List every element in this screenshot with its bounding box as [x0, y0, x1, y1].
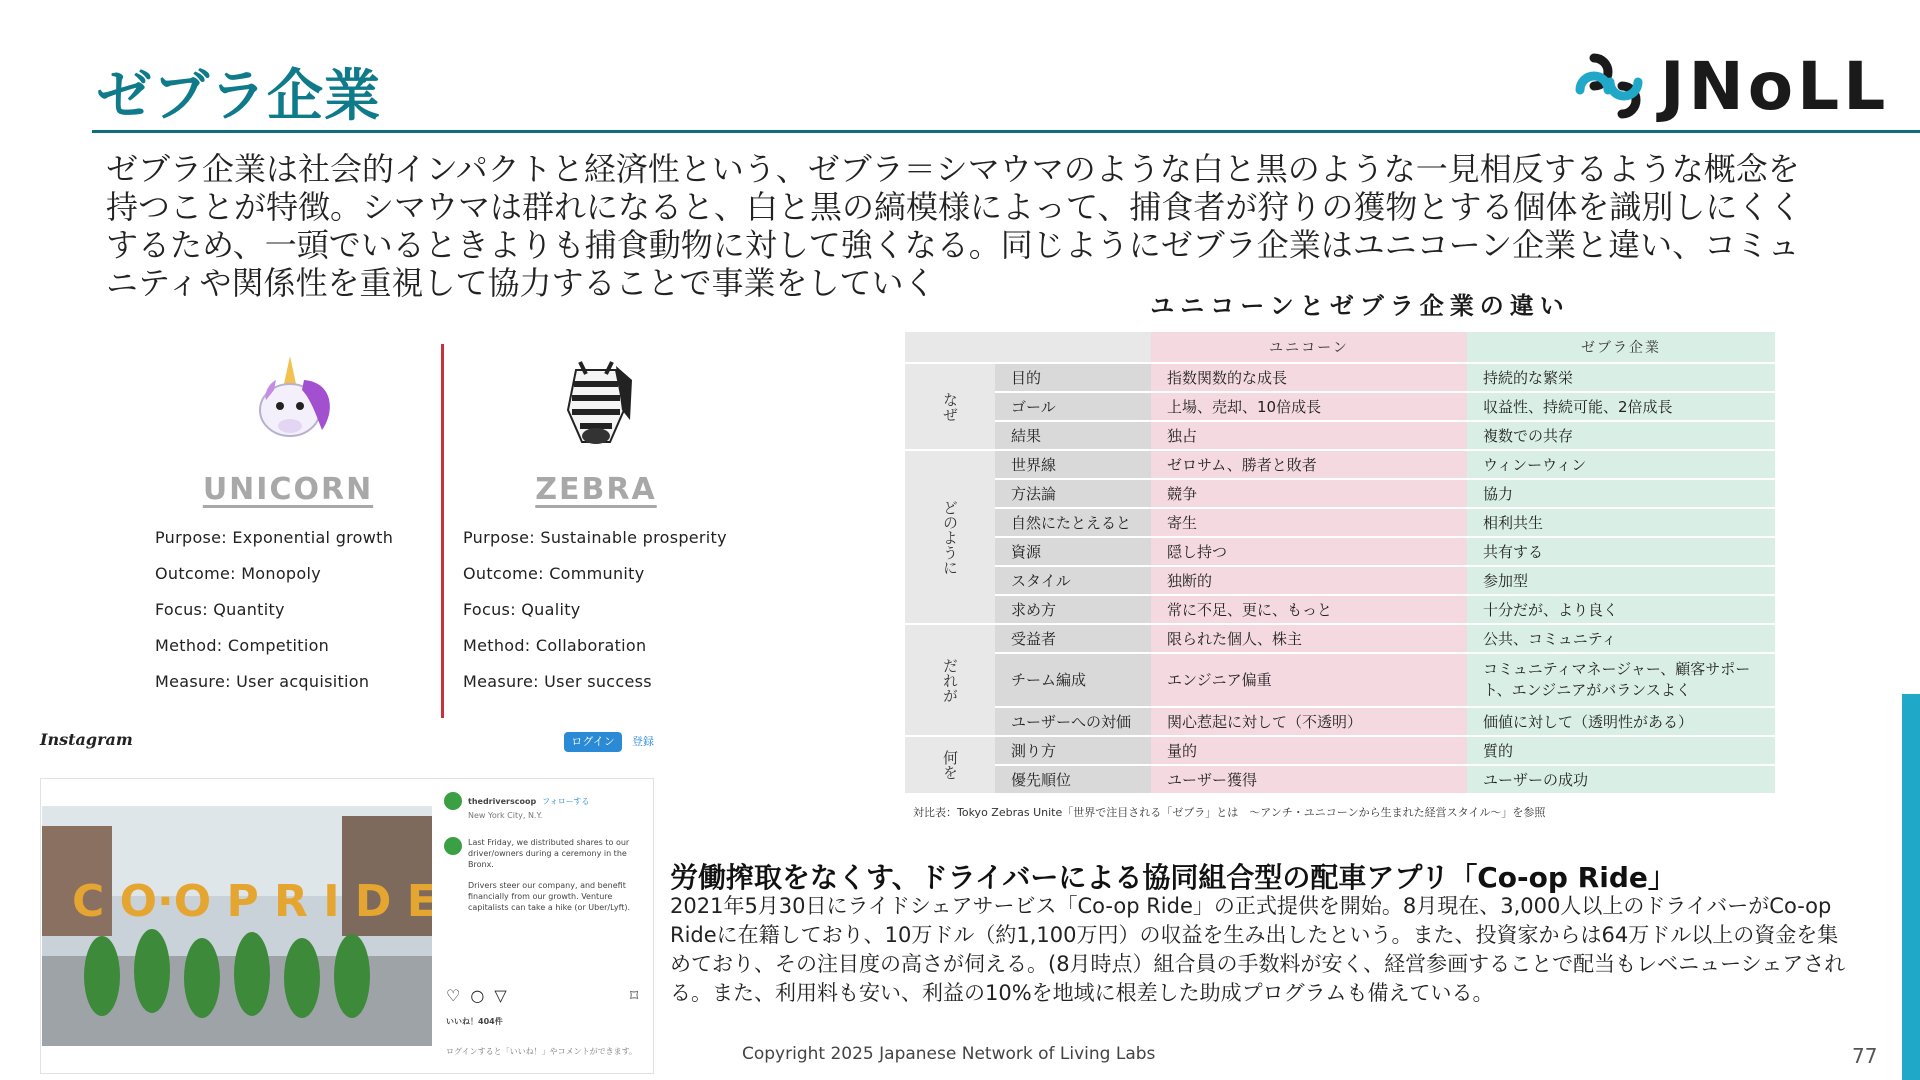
list-item: Measure: User acquisition [155, 672, 370, 691]
unicorn-icon [230, 350, 350, 470]
instagram-logo: Instagram [40, 730, 133, 749]
zebra-attributes [463, 520, 727, 700]
table-title: ユニコーンとゼブラ企業の違い [1150, 292, 1570, 320]
zebra-cell: 収益性、持続可能、2倍成長 [1467, 393, 1775, 420]
unicorn-cell: 隠し持つ [1151, 538, 1467, 565]
post-caption: Last Friday, we distributed shares to our driver/owners during a ceremony in the Bronx. [468, 838, 630, 869]
post-location: New York City, N.Y. [468, 811, 543, 820]
unicorn-cell: ゼロサム、勝者と敗者 [1151, 451, 1467, 478]
unicorn-cell: 上場、売却、10倍成長 [1151, 393, 1467, 420]
zebra-cell: 複数での共存 [1467, 422, 1775, 449]
zebra-cell: 共有する [1467, 538, 1775, 565]
zebra-icon [536, 350, 656, 470]
account-avatar-icon [444, 792, 462, 810]
table-row [905, 509, 1775, 536]
row-label: ユーザーへの対価 [995, 708, 1151, 735]
table-header-zebra: ゼブラ企業 [1467, 332, 1775, 362]
comparison-divider [441, 344, 444, 718]
row-label: 資源 [995, 538, 1151, 565]
unicorn-cell: 独断的 [1151, 567, 1467, 594]
account-avatar-icon [444, 837, 462, 855]
instagram-login-button[interactable]: ログイン [564, 732, 622, 752]
coop-ride-photo [42, 806, 432, 1046]
unicorn-cell: 指数関数的な成長 [1151, 364, 1467, 391]
unicorn-cell: 関心惹起に対して（不透明） [1151, 708, 1467, 735]
table-row [905, 364, 1775, 391]
post-caption-continued: Drivers steer our company, and benefit financially from our growth. Venture capitalists can take a hike (or Uber/Lyft). [468, 881, 631, 912]
title-underline [92, 130, 1920, 133]
login-prompt: ログインすると「いいね！」やコメントができます。 [446, 1047, 637, 1056]
group-label: だれが [905, 625, 995, 735]
row-label: 自然にたとえると [995, 509, 1151, 536]
table-row [905, 538, 1775, 565]
list-item: Method: Competition [155, 636, 330, 655]
list-item: Outcome: Community [463, 564, 645, 583]
group-label: 何を [905, 737, 995, 793]
zebra-cell: 協力 [1467, 480, 1775, 507]
row-label: 目的 [995, 364, 1151, 391]
zebra-cell: コミュニティマネージャー、顧客サポート、エンジニアがバランスよく [1467, 654, 1775, 706]
intro-paragraph: ゼブラ企業は社会的インパクトと経済性という、ゼブラ＝シマウマのような白と黒のような一見相反するような概念を持つことが特徴。シマウマは群れになると、白と黒の縞模様によって、捕食者が狩りの獲物とする個体を識別しにくくするため、一頭でいるときよりも捕食動物に対して強くなる。同じようにゼブラ企業はユニコーン企業と違い、コミュニティや関係性を重視して協力することで事業をしていく [106, 150, 1802, 302]
list-item: Method: Collaboration [463, 636, 647, 655]
copyright-notice: Copyright 2025 Japanese Network of Living Labs [742, 1044, 1156, 1064]
likes-count: いいね！404件 [446, 1017, 503, 1026]
row-label: 世界線 [995, 451, 1151, 478]
table-row [905, 708, 1775, 735]
table-row [905, 480, 1775, 507]
list-item: Purpose: Exponential growth [155, 528, 394, 547]
row-label: スタイル [995, 567, 1151, 594]
unicorn-cell: 限られた個人、株主 [1151, 625, 1467, 652]
zebra-cell: 十分だが、より良く [1467, 596, 1775, 623]
unicorn-cell: 競争 [1151, 480, 1467, 507]
balloon-letters: C O·O P R I D E [72, 876, 432, 927]
table-header-row [905, 332, 1775, 362]
comparison-table [905, 330, 1775, 795]
account-name[interactable]: thedriverscoop [468, 796, 537, 806]
coop-ride-body: 2021年5月30日にライドシェアサービス「Co-op Ride」の正式提供を開始。8月現在、3,000人以上のドライバーがCo-op Rideに在籍しており、10万ドル（約1,100万円）の収益を生み出したという。また、投資家からは64万ドル以上の資金を集めており、その注目度の高さが伺える。(8月時点）組合員の手数料が安く、経営参画することで配当もレベニューシェアされる。また、利用料も安い、利益の10%を地域に根差した助成プログラムも備えている。 [670, 894, 1846, 1005]
unicorn-cell: 量的 [1151, 737, 1467, 764]
accent-sidebar [1902, 694, 1920, 1080]
list-item: Focus: Quantity [155, 600, 285, 619]
zebra-cell: ウィンーウィン [1467, 451, 1775, 478]
table-row [905, 567, 1775, 594]
zebra-cell: 参加型 [1467, 567, 1775, 594]
zebra-cell: 公共、コミュニティ [1467, 625, 1775, 652]
list-item: Purpose: Sustainable prosperity [463, 528, 727, 547]
follow-button[interactable]: フォローする [542, 796, 590, 806]
bookmark-icon[interactable]: ⌑ [630, 986, 639, 1005]
group-label: なぜ [905, 364, 995, 449]
table-row [905, 422, 1775, 449]
row-label: 求め方 [995, 596, 1151, 623]
row-label: チーム編成 [995, 654, 1151, 706]
table-source-note: 対比表：Tokyo Zebras Unite「世界で注目される「ゼブラ」とは 〜アンチ・ユニコーンから生まれた経営スタイル〜」を参照 [913, 806, 1546, 819]
zebra-cell: 価値に対して（透明性がある） [1467, 708, 1775, 735]
zebra-cell: 相利共生 [1467, 509, 1775, 536]
row-label: 結果 [995, 422, 1151, 449]
jnoll-logo [1566, 44, 1906, 130]
list-item: Focus: Quality [463, 600, 581, 619]
row-label: ゴール [995, 393, 1151, 420]
unicorn-cell: 寄生 [1151, 509, 1467, 536]
instagram-signup-link[interactable]: 登録 [632, 735, 654, 748]
table-row [905, 766, 1775, 793]
table-row [905, 654, 1775, 706]
row-label: 受益者 [995, 625, 1151, 652]
group-label: どのように [905, 451, 995, 623]
table-row [905, 737, 1775, 764]
table-header-unicorn: ユニコーン [1151, 332, 1467, 362]
unicorn-heading: UNICORN [202, 472, 374, 507]
table-row [905, 596, 1775, 623]
unicorn-cell: 独占 [1151, 422, 1467, 449]
unicorn-cell: エンジニア偏重 [1151, 654, 1467, 706]
page-title: ゼブラ企業 [96, 64, 381, 129]
unicorn-cell: 常に不足、更に、もっと [1151, 596, 1467, 623]
instagram-post-sidebar [440, 780, 650, 1070]
zebra-cell: ユーザーの成功 [1467, 766, 1775, 793]
zebra-heading: ZEBRA [535, 472, 657, 507]
zebra-cell: 持続的な繁栄 [1467, 364, 1775, 391]
row-label: 優先順位 [995, 766, 1151, 793]
page-number: 77 [1852, 1044, 1878, 1068]
table-header-blank [905, 332, 1151, 362]
table-row [905, 625, 1775, 652]
row-label: 方法論 [995, 480, 1151, 507]
logo-wordmark: JNoLL [1660, 48, 1890, 125]
chain-link-icon [1566, 44, 1656, 130]
table-row [905, 393, 1775, 420]
share-icon[interactable]: ▽ [494, 986, 507, 1005]
table-row [905, 451, 1775, 478]
heart-icon[interactable]: ♡ [446, 986, 461, 1005]
comment-icon[interactable]: ○ [470, 986, 485, 1005]
unicorn-attributes [155, 520, 393, 700]
unicorn-cell: ユーザー獲得 [1151, 766, 1467, 793]
zebra-cell: 質的 [1467, 737, 1775, 764]
row-label: 測り方 [995, 737, 1151, 764]
list-item: Outcome: Monopoly [155, 564, 321, 583]
coop-ride-heading: 労働搾取をなくす、ドライバーによる協同組合型の配車アプリ「Co-op Ride」 [670, 861, 1676, 894]
list-item: Measure: User success [463, 672, 652, 691]
